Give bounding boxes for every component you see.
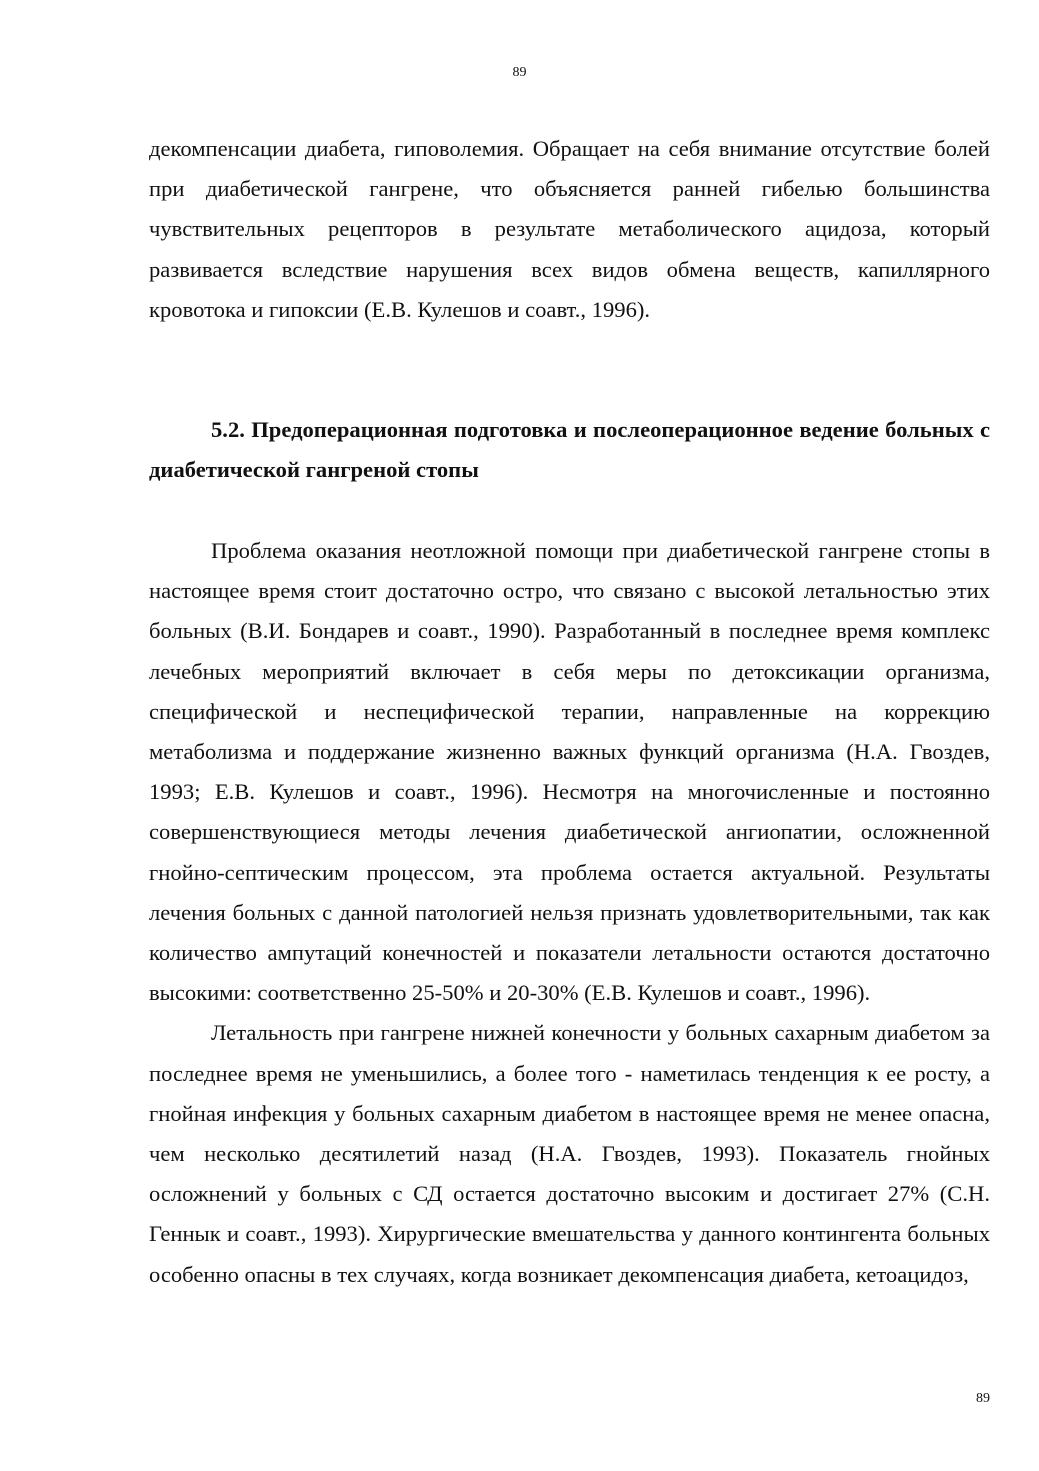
paragraph: Проблема оказания неотложной помощи при диабетической гангрене стопы в настоящее время стоит достаточно остро, что связано с высокой летальностью этих больных (В.И. Бондарев и соавт., 1990). Разработанный в последнее время комплекс лечебных мероприятий включает в себя меры по детоксикации организма, специфической и неспецифической терапии, направленные на коррекцию метаболизма и поддержание жизненно важных функций организма (Н.А. Гвоздев, 1993; Е.В. Кулешов и соавт., 1996). Несмотря на многочисленные и постоянно совершенствующиеся методы лечения диабетической ангиопатии, осложненной гнойно-септическим процессом, эта проблема остается актуальной. Результаты лечения больных с данной патологией нельзя признать удовлетворительными, так как количество ампутаций конечностей и показатели летальности остаются достаточно высокими: соответственно 25-50% и 20-30% (Е.В. Кулешов и соавт., 1996).	[149, 538, 990, 1006]
continuation-text	[149, 129, 990, 330]
paragraph: декомпенсации диабета, гиповолемия. Обращает на себя внимание отсутствие болей при диабетической гангрене, что объясняется ранней гибелью большинства чувствительных рецепторов в результате метаболического ацидоза, который развивается вследствие нарушения всех видов обмена веществ, капиллярного кровотока и гипоксии (Е.В. Кулешов и соавт., 1996).	[149, 136, 990, 322]
page-number-top: 89	[512, 65, 527, 80]
section-body	[149, 531, 990, 1295]
paragraph: Летальность при гангрене нижней конечности у больных сахарным диабетом за последнее время не уменьшились, а более того - наметилась тенденция к ее росту, а гнойная инфекция у больных сахарным диабетом в настоящее время не менее опасна, чем несколько десятилетий назад (Н.А. Гвоздев, 1993). Показатель гнойных осложнений у больных с СД остается достаточно высоким и достигает 27% (С.Н. Геннык и соавт., 1993). Хирургические вмешательства у данного контингента больных особенно опасны в тех случаях, когда возникает декомпенсация диабета, кетоацидоз,	[149, 1020, 990, 1287]
section-heading: 5.2. Предоперационная подготовка и послеоперационное ведение больных с диабетической гангреной стопы	[149, 417, 990, 483]
page-number-bottom: 89	[976, 1391, 990, 1406]
